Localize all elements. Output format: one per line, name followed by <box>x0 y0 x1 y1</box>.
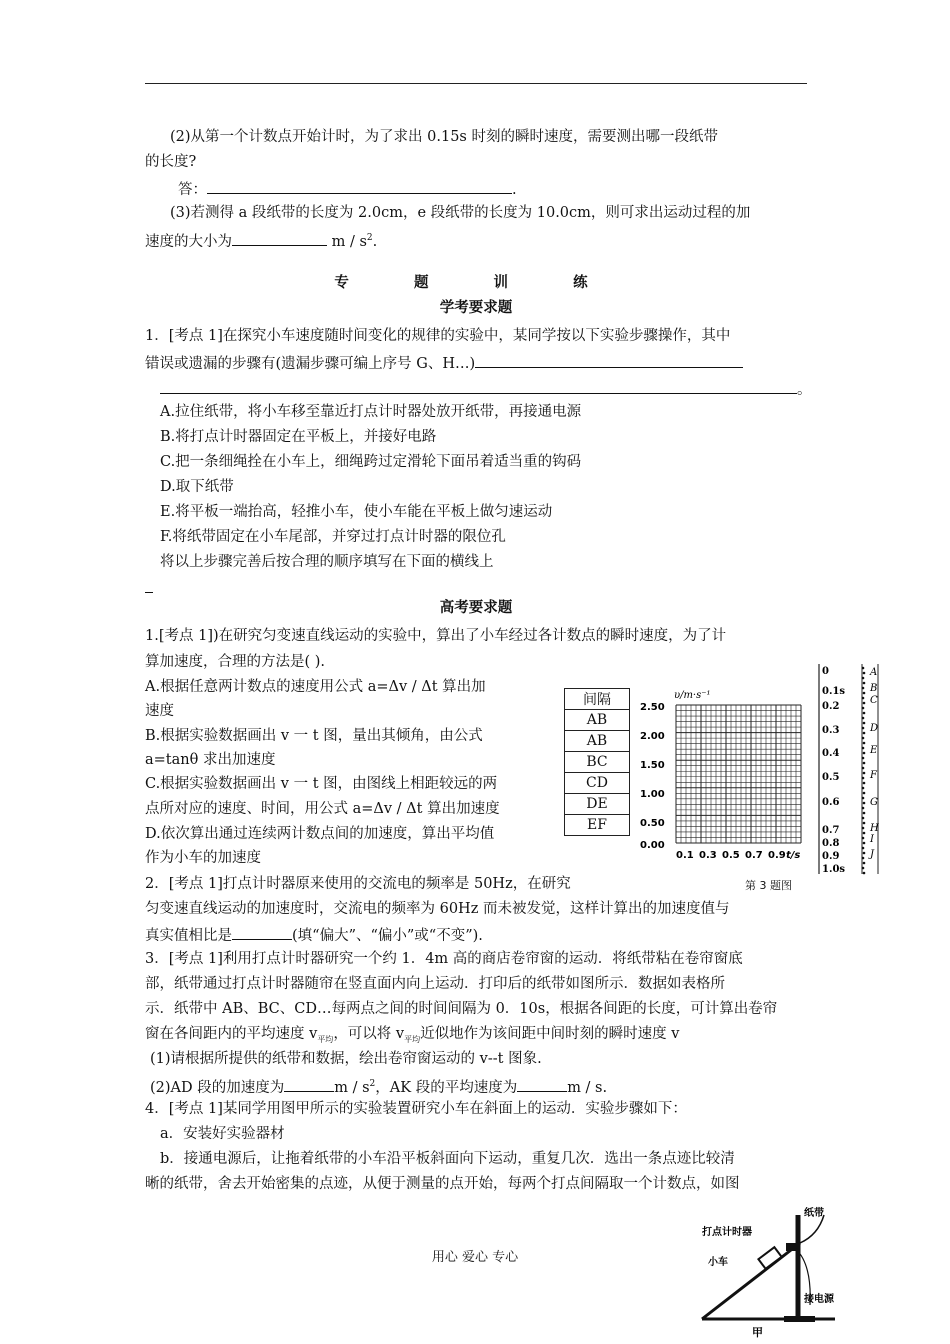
tape-dot <box>863 762 866 765</box>
option-b-line2: a=tanθ 求出加速度 <box>145 752 276 768</box>
tape-dot <box>862 767 865 770</box>
tape-dot <box>863 732 866 735</box>
table-row: AB <box>565 731 630 752</box>
tape-time: 0 <box>822 666 829 677</box>
tape-time: 0.8 <box>822 838 840 849</box>
tape-dot <box>862 727 865 730</box>
tape-letter: H <box>870 823 879 834</box>
tape-dot <box>862 847 865 850</box>
s2-q3-line3: 示．纸带中 AB、BC、CD…每两点之间的时间间隔为 0．10s，根据各间距的长度，可计算出卷帘 <box>145 1001 778 1017</box>
step-d: D.取下纸带 <box>160 479 234 495</box>
tape-dot <box>863 692 866 695</box>
tape-dot <box>862 687 865 690</box>
label-car: 小车 <box>708 1257 728 1268</box>
order-blank[interactable] <box>145 592 153 593</box>
y-tick: 1.50 <box>640 760 665 771</box>
tape-letter: C <box>870 695 878 706</box>
tape-dot <box>863 772 866 775</box>
tape-letter: B <box>870 683 878 694</box>
tape-time: 0.7 <box>822 825 840 836</box>
tape-time: 1.0s <box>822 864 846 875</box>
tape-dot <box>863 862 866 865</box>
tape-time: 0.1s <box>822 686 846 697</box>
s2-q2-line2: 匀变速直线运动的加速度时，交流电的频率为 60Hz 而未被发觉，这样计算出的加速度值与 <box>145 901 730 917</box>
acceleration-blank[interactable] <box>232 230 327 246</box>
x-tick: 0.3 <box>699 850 717 861</box>
label-tape: 纸带 <box>804 1208 824 1219</box>
tape-dot <box>863 672 866 675</box>
step-c: C.把一条细绳拴在小车上，细绳跨过定滑轮下面吊着适当重的钩码 <box>160 454 582 470</box>
s2-q3-line2: 部，纸带通过打点计时器随帘在竖直面内向上运动．打印后的纸带如图所示．数据如表格所 <box>145 976 725 992</box>
tape-time: 0.9 <box>822 851 840 862</box>
y-tick: 0.00 <box>640 840 665 851</box>
s2-q1-line1: 1.[考点 1])在研究匀变速直线运动的实验中，算出了小车经过各计数点的瞬时速度，为了计 <box>145 628 727 644</box>
table-row: DE <box>565 794 630 815</box>
option-d-line2: 作为小车的加速度 <box>145 850 261 866</box>
q3-text-line1: (3)若测得 a 段纸带的长度为 2.0cm，e 段纸带的长度为 10.0cm，则可求出运动过程的加 <box>170 205 751 221</box>
step-f: F.将纸带固定在小车尾部，并穿过打点计时器的限位孔 <box>160 529 506 545</box>
tape-time: 0.6 <box>822 797 840 808</box>
step-e: E.将平板一端抬高，轻推小车，使小车能在平板上做匀速运动 <box>160 504 553 520</box>
graph-grid <box>676 705 801 843</box>
x-tick: 0.5 <box>722 850 740 861</box>
tape-dot <box>862 747 865 750</box>
tape-dot <box>862 867 865 870</box>
tape-dot <box>863 852 866 855</box>
s1-q1-line2: 错误或遗漏的步骤有(遗漏步骤可编上序号 G、H…) <box>145 352 743 374</box>
tape-dot <box>863 722 866 725</box>
tape-letter: D <box>870 723 879 734</box>
step-b: B.将打点计时器固定在平板上，并接好电路 <box>160 429 437 445</box>
graph-y-unit: υ/m·s⁻¹ <box>674 690 711 701</box>
interval-table <box>564 688 630 836</box>
ad-acceleration-blank[interactable] <box>284 1076 334 1092</box>
q2-text-line1: (2)从第一个计数点开始计时，为了求出 0.15s 时刻的瞬时速度，需要测出哪一段纸带 <box>170 129 718 145</box>
s2-q4-step-b1: b．接通电源后，让拖着纸带的小车沿平板斜面向下运动，重复几次．选出一条点迹比较清 <box>160 1151 735 1167</box>
q2-blank[interactable] <box>232 924 292 940</box>
s2-q3-sub1: (1)请根据所提供的纸带和数据，绘出卷帘窗运动的 v--t 图象. <box>150 1051 542 1067</box>
table-row: EF <box>565 815 630 836</box>
tape-letter: E <box>870 745 878 756</box>
label-timer: 打点计时器 <box>702 1227 752 1238</box>
tape-letter: A <box>870 667 878 678</box>
tape-dot <box>863 802 866 805</box>
q2-answer-line: 答： . <box>178 178 517 200</box>
tape-time: 0.4 <box>822 748 840 759</box>
tape-dot <box>862 707 865 710</box>
x-unit: t/s <box>786 850 801 861</box>
paper-tape-figure <box>812 660 898 880</box>
answer-blank[interactable] <box>207 178 512 194</box>
tape-dot <box>863 712 866 715</box>
x-tick: 0.7 <box>745 850 763 861</box>
tape-time: 0.2 <box>822 701 840 712</box>
ak-velocity-blank[interactable] <box>517 1076 567 1092</box>
section-subtitle-gaokao: 高考要求题 <box>439 599 513 616</box>
steps-blank-1[interactable] <box>475 352 743 368</box>
tape-dot <box>863 822 866 825</box>
table-row: CD <box>565 773 630 794</box>
tape-dot <box>862 697 865 700</box>
tape-dot <box>862 677 865 680</box>
s2-q1-line2: 算加速度，合理的方法是( ). <box>145 654 326 670</box>
section-subtitle-xuekao: 学考要求题 <box>439 299 513 316</box>
s2-q2-line3: 真实值相比是 (填“偏大”、“偏小”或“不变”). <box>145 924 483 946</box>
option-c-line1: C.根据实验数据画出 v 一 t 图，由图线上相距较远的两 <box>145 776 498 792</box>
tape-dot <box>863 812 866 815</box>
y-tick: 2.00 <box>640 731 665 742</box>
q3-text-line2: 速度的大小为 m / $s^2$. <box>145 228 377 252</box>
table-header: 间隔 <box>565 689 630 710</box>
tape-dot <box>862 717 865 720</box>
tape-dot <box>862 757 865 760</box>
graph-caption: 第 3 题图 <box>745 879 792 892</box>
s2-q4-step-a: a．安装好实验器材 <box>160 1126 285 1142</box>
tape-dot <box>862 737 865 740</box>
tape-dot <box>862 857 865 860</box>
tape-dot <box>863 752 866 755</box>
y-tick: 0.50 <box>640 818 665 829</box>
tape-dot <box>862 827 865 830</box>
tape-dot <box>863 682 866 685</box>
s2-q4-step-b2: 晰的纸带，舍去开始密集的点迹，从便于测量的点开始，每两个打点间隔取一个计数点，如图 <box>145 1176 740 1192</box>
tape-dot <box>862 797 865 800</box>
option-b-line1: B.根据实验数据画出 v 一 t 图，量出其倾角，由公式 <box>145 728 483 744</box>
tape-letter: I <box>870 834 874 845</box>
tape-dot <box>862 787 865 790</box>
option-d-line1: D.依次算出通过连续两计数点间的加速度，算出平均值 <box>145 826 495 842</box>
tape-dot <box>863 872 866 875</box>
tape-letter: J <box>870 849 875 860</box>
tape-dot <box>862 837 865 840</box>
x-tick: 0.1 <box>676 850 694 861</box>
section-title: 专 题 训 练 <box>334 274 618 291</box>
s2-q2-line1: 2．[考点 1]打点计时器原来使用的交流电的频率是 50Hz，在研究 <box>145 876 571 892</box>
tape-dot <box>862 777 865 780</box>
x-tick: 0.9 <box>768 850 786 861</box>
apparatus-figure <box>700 1205 840 1340</box>
s2-q3-line1: 3．[考点 1]利用打点计时器研究一个约 1．4m 高的商店卷帘窗的运动．将纸带粘在卷帘窗底 <box>145 951 743 967</box>
table-row: AB <box>565 710 630 731</box>
tape-time: 0.3 <box>822 725 840 736</box>
tape-dot <box>863 842 866 845</box>
tape-dot <box>862 667 865 670</box>
q2-text-line2: 的长度? <box>145 154 197 170</box>
tape-dot <box>863 792 866 795</box>
y-tick: 2.50 <box>640 702 665 713</box>
tape-letter: G <box>870 797 878 808</box>
tape-dot <box>863 742 866 745</box>
page-footer: 用心 爱心 专心 <box>431 1250 519 1265</box>
option-c-line2: 点所对应的速度、时间，用公式 a=Δv / Δt 算出加速度 <box>145 801 500 817</box>
s2-q3-line4: 窗在各间距内的平均速度 $v_{平均}$，可以将 $v_{平均}$近似地作为该间距中间时刻的瞬时速度 v <box>145 1026 680 1044</box>
vt-graph <box>636 683 806 863</box>
s2-q4-line1: 4．[考点 1]某同学用图甲所示的实验装置研究小车在斜面上的运动．实验步骤如下： <box>145 1101 687 1117</box>
step-a: A.拉住纸带，将小车移至靠近打点计时器处放开纸带，再接通电源 <box>160 404 582 420</box>
order-prompt: 将以上步骤完善后按合理的顺序填写在下面的横线上 <box>160 554 494 570</box>
y-tick: 1.00 <box>640 789 665 800</box>
tape-dot <box>863 782 866 785</box>
tape-dot <box>863 832 866 835</box>
table-row: BC <box>565 752 630 773</box>
apparatus-caption: 甲 <box>752 1326 763 1339</box>
tape-dot <box>862 807 865 810</box>
s1-q1-line3: 。 <box>160 378 812 400</box>
s2-q3-sub2: (2)AD 段的加速度为 m / $s^2$，AK 段的平均速度为 m / s. <box>150 1074 607 1098</box>
tape-letter: F <box>870 770 877 781</box>
option-a-line2: 速度 <box>145 703 174 719</box>
tape-time: 0.5 <box>822 772 840 783</box>
s1-q1-line1: 1．[考点 1]在探究小车速度随时间变化的规律的实验中，某同学按以下实验步骤操作，其中 <box>145 328 731 344</box>
header-rule <box>145 83 807 84</box>
tape-dot <box>863 702 866 705</box>
option-a-line1: A.根据任意两计数点的速度用公式 a=Δv / Δt 算出加 <box>145 679 486 695</box>
label-power: 接电源 <box>804 1294 834 1305</box>
tape-dot <box>862 817 865 820</box>
steps-blank-2[interactable] <box>160 378 797 394</box>
